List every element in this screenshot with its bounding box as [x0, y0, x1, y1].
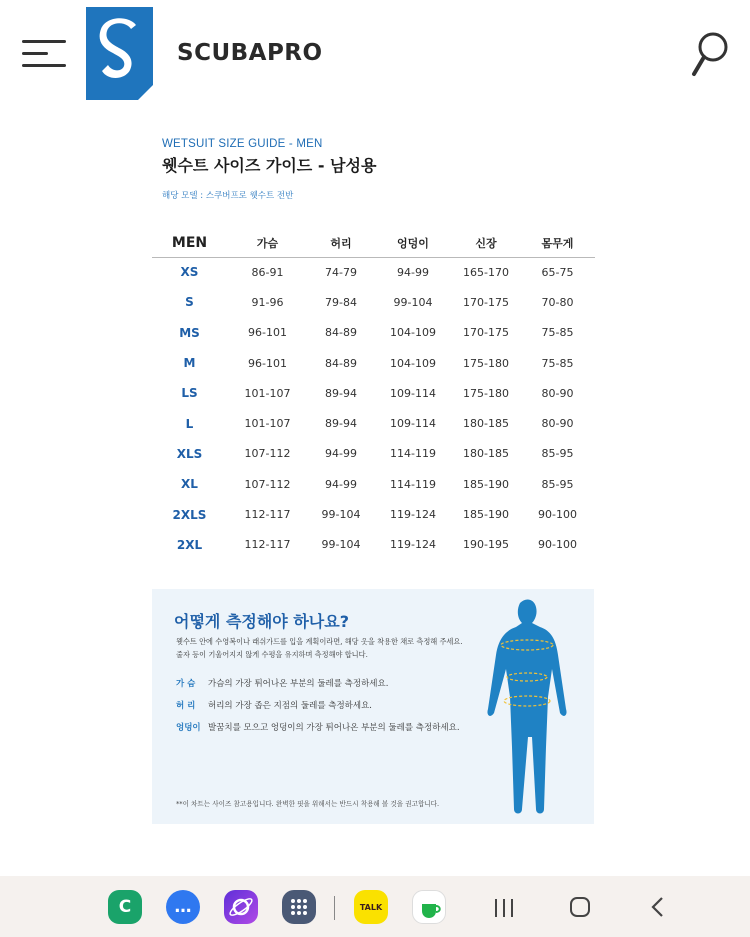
- weight-cell: 70-80: [541, 295, 574, 309]
- waist-cell: 84-89: [325, 356, 357, 370]
- waist-cell: 74-79: [325, 265, 357, 279]
- chat-app-icon[interactable]: [166, 890, 200, 924]
- header-weight: 몸무게: [541, 237, 574, 251]
- table-row: [152, 408, 595, 438]
- measure-key: 엉덩이: [176, 723, 201, 733]
- chest-cell: 96-101: [248, 356, 287, 370]
- size-label: XLS: [176, 446, 203, 461]
- measure-key: 가 슴: [176, 679, 196, 689]
- wetsuit-figure-icon: [482, 597, 572, 819]
- weight-cell: 75-85: [541, 356, 574, 370]
- size-label: 2XLS: [172, 507, 207, 522]
- hip-cell: 119-124: [390, 508, 436, 522]
- table-row: [152, 378, 595, 408]
- height-cell: 175-180: [463, 386, 509, 400]
- waist-cell: 89-94: [325, 417, 357, 431]
- dock-separator: [334, 896, 335, 920]
- chest-cell: 112-117: [244, 538, 291, 552]
- brand-name: SCUBAPRO: [177, 40, 323, 66]
- hip-cell: 109-114: [390, 386, 436, 400]
- size-label: L: [185, 416, 194, 431]
- table-row: [152, 318, 595, 348]
- height-cell: 180-185: [463, 417, 509, 431]
- cafe-app-icon[interactable]: [412, 890, 446, 924]
- app-glyph: TALK: [359, 902, 383, 912]
- waist-cell: 94-99: [325, 447, 357, 461]
- size-label: XS: [180, 265, 199, 280]
- app-glyph: C: [118, 897, 132, 917]
- height-cell: 185-190: [463, 508, 509, 522]
- measure-title: 어떻게 측정해야 하나요?: [174, 612, 349, 631]
- measure-description: [176, 635, 476, 661]
- measure-text: 가슴의 가장 튀어나온 부분의 둘레를 측정하세요.: [208, 679, 389, 689]
- weight-cell: 85-95: [541, 447, 574, 461]
- table-row: [152, 257, 595, 287]
- hip-cell: 114-119: [390, 447, 436, 461]
- table-row: [152, 348, 595, 378]
- header-men: MEN: [171, 235, 208, 252]
- waist-cell: 79-84: [325, 295, 357, 309]
- search-icon[interactable]: [690, 30, 730, 78]
- chest-cell: 107-112: [244, 477, 291, 491]
- measure-item-hip: [176, 721, 460, 733]
- size-label: 2XL: [176, 537, 203, 552]
- hip-cell: 104-109: [390, 326, 436, 340]
- scubapro-logo[interactable]: [86, 7, 153, 100]
- height-cell: 180-185: [463, 447, 509, 461]
- header-chest: 가슴: [256, 237, 279, 251]
- header-hip: 엉덩이: [397, 237, 429, 251]
- chest-cell: 96-101: [248, 326, 287, 340]
- c-app-icon[interactable]: [108, 890, 142, 924]
- hip-cell: 119-124: [390, 538, 436, 552]
- table-row: [152, 287, 595, 317]
- hip-cell: 114-119: [390, 477, 436, 491]
- app-glyph: …: [174, 897, 192, 917]
- weight-cell: 75-85: [541, 326, 574, 340]
- app-grid-icon[interactable]: [282, 890, 316, 924]
- weight-cell: 80-90: [541, 417, 574, 431]
- waist-cell: 89-94: [325, 386, 357, 400]
- waist-cell: 99-104: [321, 508, 361, 522]
- guide-model-note: 해당 모델 : 스쿠버프로 웻수트 전반: [162, 191, 294, 201]
- bottom-navigation-bar: [0, 876, 750, 937]
- header-waist: 허리: [330, 237, 352, 251]
- orbit-app-icon[interactable]: [224, 890, 258, 924]
- recent-apps-icon[interactable]: [490, 895, 518, 921]
- guide-title-en: WETSUIT SIZE GUIDE - MEN: [162, 138, 323, 150]
- measure-item-chest: [176, 677, 388, 689]
- table-row: [152, 499, 595, 529]
- measure-item-waist: [176, 699, 372, 711]
- waist-cell: 99-104: [321, 538, 361, 552]
- chest-cell: 91-96: [251, 295, 284, 309]
- chest-cell: 107-112: [244, 447, 291, 461]
- size-table: [152, 230, 595, 560]
- height-cell: 185-190: [463, 477, 509, 491]
- measure-key: 허 리: [176, 701, 196, 711]
- measure-desc-line: 줄자 등이 기울어지지 않게 수평을 유지하며 측정해야 합니다.: [176, 650, 368, 659]
- height-cell: 165-170: [463, 265, 509, 279]
- header-height: 신장: [475, 237, 497, 251]
- size-label: XL: [181, 477, 198, 492]
- weight-cell: 80-90: [541, 386, 574, 400]
- measure-text: 발꿈치를 모으고 엉덩이의 가장 튀어나온 부분의 둘레를 측정하세요.: [208, 723, 460, 733]
- hip-cell: 94-99: [397, 265, 429, 279]
- waist-cell: 84-89: [325, 326, 357, 340]
- height-cell: 175-180: [463, 356, 509, 370]
- measure-desc-line: 웻수트 안에 수영복이나 래쉬가드를 입을 계획이라면, 해당 옷을 착용한 채로 측정해 주세요.: [176, 637, 463, 646]
- guide-title-kr: 웻수트 사이즈 가이드 - 남성용: [162, 156, 377, 175]
- home-icon[interactable]: [566, 895, 594, 921]
- kakaotalk-icon[interactable]: [354, 890, 388, 924]
- chest-cell: 101-107: [244, 386, 291, 400]
- table-header-row: [152, 230, 595, 257]
- height-cell: 170-175: [463, 326, 509, 340]
- chest-cell: 101-107: [244, 417, 291, 431]
- weight-cell: 85-95: [541, 477, 574, 491]
- measure-note: **이 차트는 사이즈 참고용입니다. 완벽한 핏을 위해서는 반드시 착용해 볼 것을 권고합니다.: [176, 800, 440, 808]
- height-cell: 170-175: [463, 295, 509, 309]
- measure-text: 허리의 가장 좁은 지점의 둘레를 측정하세요.: [208, 701, 373, 711]
- app-header: [0, 0, 750, 105]
- weight-cell: 90-100: [538, 538, 577, 552]
- size-label: LS: [181, 386, 198, 401]
- weight-cell: 65-75: [541, 265, 574, 279]
- waist-cell: 94-99: [325, 477, 357, 491]
- back-icon[interactable]: [645, 895, 673, 921]
- hip-cell: 109-114: [390, 417, 436, 431]
- height-cell: 190-195: [463, 538, 509, 552]
- size-label: MS: [179, 325, 200, 340]
- weight-cell: 90-100: [538, 508, 577, 522]
- chest-cell: 86-91: [251, 265, 284, 279]
- table-row: [152, 439, 595, 469]
- how-to-measure-panel: [152, 589, 594, 824]
- hip-cell: 99-104: [393, 295, 433, 309]
- table-row: [152, 530, 595, 560]
- hamburger-menu-icon[interactable]: [22, 38, 68, 70]
- table-row: [152, 469, 595, 499]
- size-label: M: [183, 356, 196, 371]
- hip-cell: 104-109: [390, 356, 436, 370]
- size-label: S: [185, 295, 194, 310]
- chest-cell: 112-117: [244, 508, 291, 522]
